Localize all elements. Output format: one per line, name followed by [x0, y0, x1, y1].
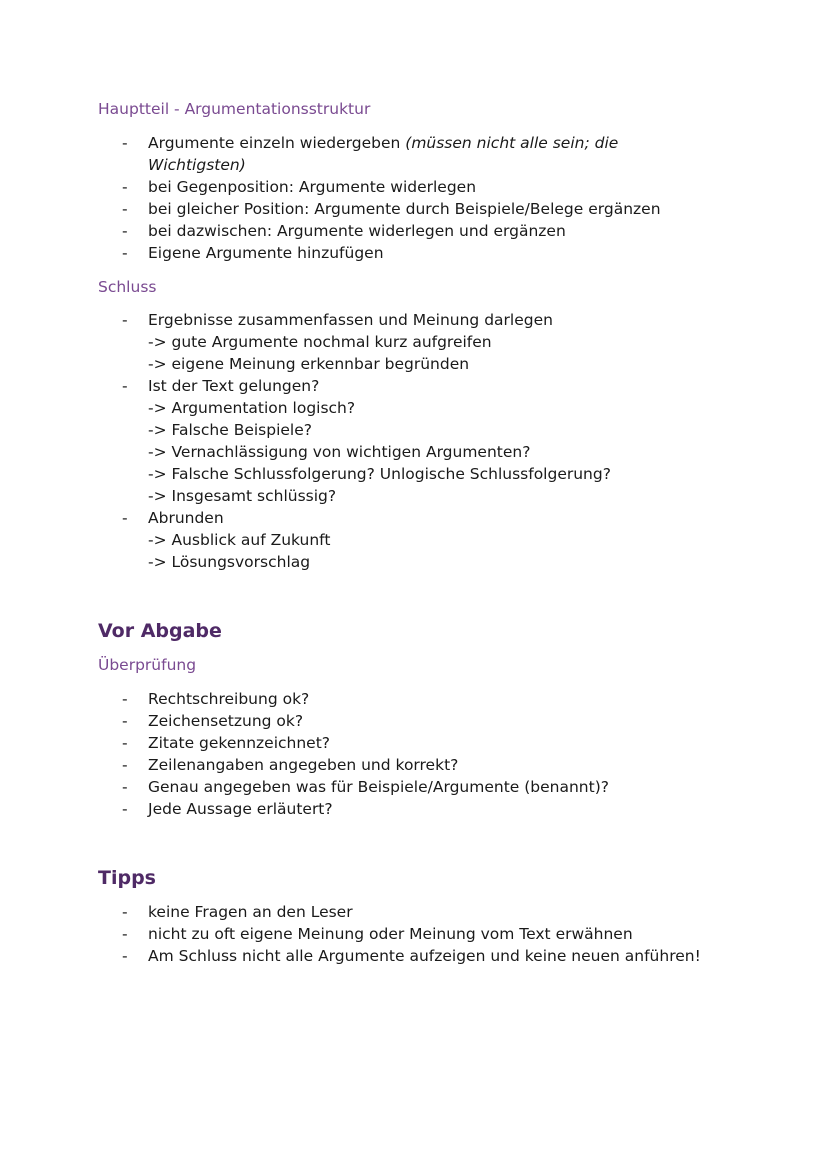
- bullet-dash: -: [122, 244, 128, 262]
- list-item-text: Ergebnisse zusammenfassen und Meinung darlegen: [148, 311, 553, 329]
- bullet-dash: -: [122, 925, 128, 943]
- sub-point: -> gute Argumente nochmal kurz aufgreifen: [148, 333, 492, 351]
- bullet-dash: -: [122, 222, 128, 240]
- list-item: [0, 242, 828, 264]
- schluss-list: [0, 309, 828, 573]
- list-item: [0, 945, 828, 967]
- bullet-dash: -: [122, 200, 128, 218]
- tipps-list: [0, 901, 828, 967]
- sub-point: -> eigene Meinung erkennbar begründen: [148, 355, 470, 373]
- list-item: [0, 132, 828, 176]
- list-item: [0, 732, 828, 754]
- bullet-dash: -: [122, 800, 128, 818]
- list-item: [0, 688, 828, 710]
- list-item-text: Zeilenangaben angegeben und korrekt?: [148, 756, 459, 774]
- bullet-dash: -: [122, 734, 128, 752]
- list-item: [0, 798, 828, 820]
- list-item-text: keine Fragen an den Leser: [148, 903, 353, 921]
- sub-point: -> Falsche Schlussfolgerung? Unlogische Schlussfolgerung?: [148, 465, 611, 483]
- list-item-text: Argumente einzeln wiedergeben: [148, 134, 406, 152]
- list-item-text: Ist der Text gelungen?: [148, 377, 320, 395]
- bullet-dash: -: [122, 690, 128, 708]
- sub-point: -> Insgesamt schlüssig?: [148, 487, 337, 505]
- list-item-text: Abrunden: [148, 509, 224, 527]
- list-item: [0, 220, 828, 242]
- list-item-text: nicht zu oft eigene Meinung oder Meinung vom Text erwähnen: [148, 925, 633, 943]
- bullet-dash: -: [122, 377, 128, 395]
- list-item: [0, 176, 828, 198]
- list-item: [0, 309, 828, 375]
- bullet-dash: -: [122, 756, 128, 774]
- bullet-dash: -: [122, 778, 128, 796]
- list-item: [0, 754, 828, 776]
- section-title-schluss: Schluss: [98, 278, 157, 296]
- list-item: [0, 710, 828, 732]
- sub-point: -> Falsche Beispiele?: [148, 421, 312, 439]
- sub-point: -> Ausblick auf Zukunft: [148, 531, 331, 549]
- list-item-text: bei Gegenposition: Argumente widerlegen: [148, 178, 477, 196]
- list-item: [0, 923, 828, 945]
- bullet-dash: -: [122, 947, 128, 965]
- bullet-dash: -: [122, 178, 128, 196]
- bullet-dash: -: [122, 134, 128, 152]
- list-item-text: Eigene Argumente hinzufügen: [148, 244, 384, 262]
- list-item: [0, 901, 828, 923]
- list-item-text: Genau angegeben was für Beispiele/Argumente (benannt)?: [148, 778, 609, 796]
- list-item: [0, 198, 828, 220]
- sub-point: -> Vernachlässigung von wichtigen Argumenten?: [148, 443, 531, 461]
- list-item-italic-note: (müssen nicht alle sein; die: [405, 134, 619, 152]
- list-item-text: Rechtschreibung ok?: [148, 690, 310, 708]
- list-item-text: Am Schluss nicht alle Argumente aufzeigen und keine neuen anführen!: [148, 947, 701, 965]
- list-item: [0, 507, 828, 573]
- list-item-text: bei dazwischen: Argumente widerlegen und ergänzen: [148, 222, 566, 240]
- list-item-text: bei gleicher Position: Argumente durch Beispiele/Belege ergänzen: [148, 200, 661, 218]
- list-item-text: Zitate gekennzeichnet?: [148, 734, 331, 752]
- sub-point: -> Argumentation logisch?: [148, 399, 356, 417]
- bullet-dash: -: [122, 712, 128, 730]
- bullet-dash: -: [122, 509, 128, 527]
- ueberpruefung-list: [0, 688, 828, 820]
- bullet-dash: -: [122, 903, 128, 921]
- section-heading-vor-abgabe: Vor Abgabe: [98, 620, 222, 642]
- list-item-italic-note-continued: Wichtigsten): [148, 156, 246, 174]
- list-item-text: Jede Aussage erläutert?: [148, 800, 333, 818]
- list-item-text: Zeichensetzung ok?: [148, 712, 304, 730]
- list-item: [0, 776, 828, 798]
- sub-point: -> Lösungsvorschlag: [148, 553, 311, 571]
- hauptteil-list: [0, 132, 828, 264]
- section-heading-tipps: Tipps: [98, 867, 156, 889]
- section-title-ueberpruefung: Überprüfung: [98, 656, 197, 674]
- bullet-dash: -: [122, 311, 128, 329]
- list-item: [0, 375, 828, 507]
- section-title-hauptteil: Hauptteil - Argumentationsstruktur: [98, 100, 371, 118]
